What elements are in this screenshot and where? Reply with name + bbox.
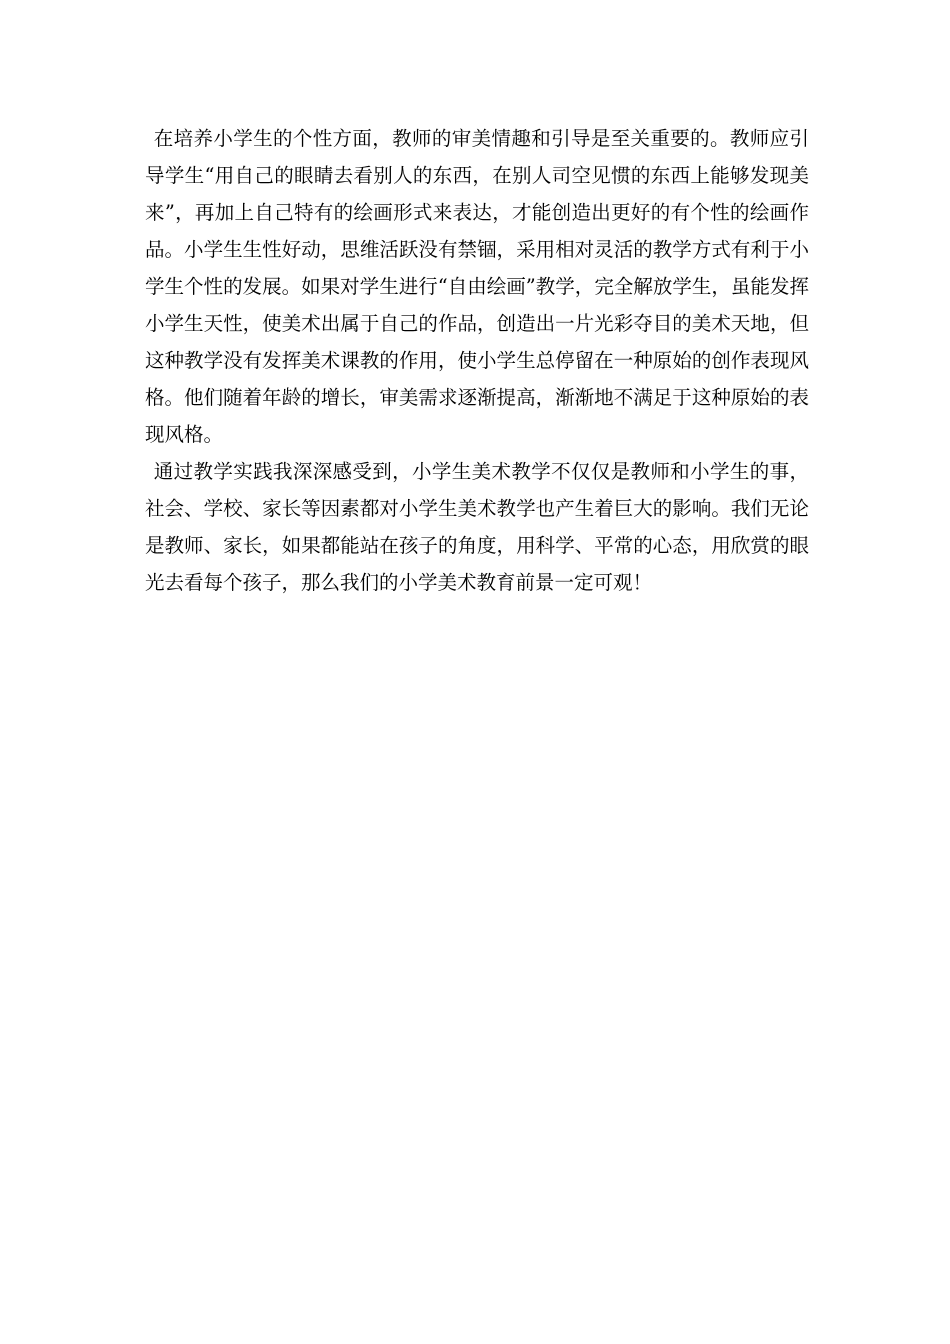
paragraph-2: 通过教学实践我深深感受到，小学生美术教学不仅仅是教师和小学生的事，社会、学校、家长等因素都对小学生美术教学也产生着巨大的影响。我们无论是教师、家长，如果都能站在孩子的角度，用科学、平常的心态，用欣赏的眼光去看每个孩子，那么我们的小学美术教育前景一定可观！ <box>145 460 809 594</box>
document-body <box>145 120 809 601</box>
paragraph-1: 在培养小学生的个性方面，教师的审美情趣和引导是至关重要的。教师应引导学生“用自己的眼睛去看别人的东西，在别人司空见惯的东西上能够发现美来”，再加上自己特有的绘画形式来表达，才能创造出更好的有个性的绘画作品。小学生生性好动，思维活跃没有禁锢，采用相对灵活的教学方式有利于小学生个性的发展。如果对学生进行“自由绘画”教学，完全解放学生，虽能发挥小学生天性，使美术出属于自己的作品，创造出一片光彩夺目的美术天地，但这种教学没有发挥美术课教的作用，使小学生总停留在一种原始的创作表现风格。他们随着年龄的增长，审美需求逐渐提高，渐渐地不满足于这种原始的表现风格。 <box>145 127 809 446</box>
